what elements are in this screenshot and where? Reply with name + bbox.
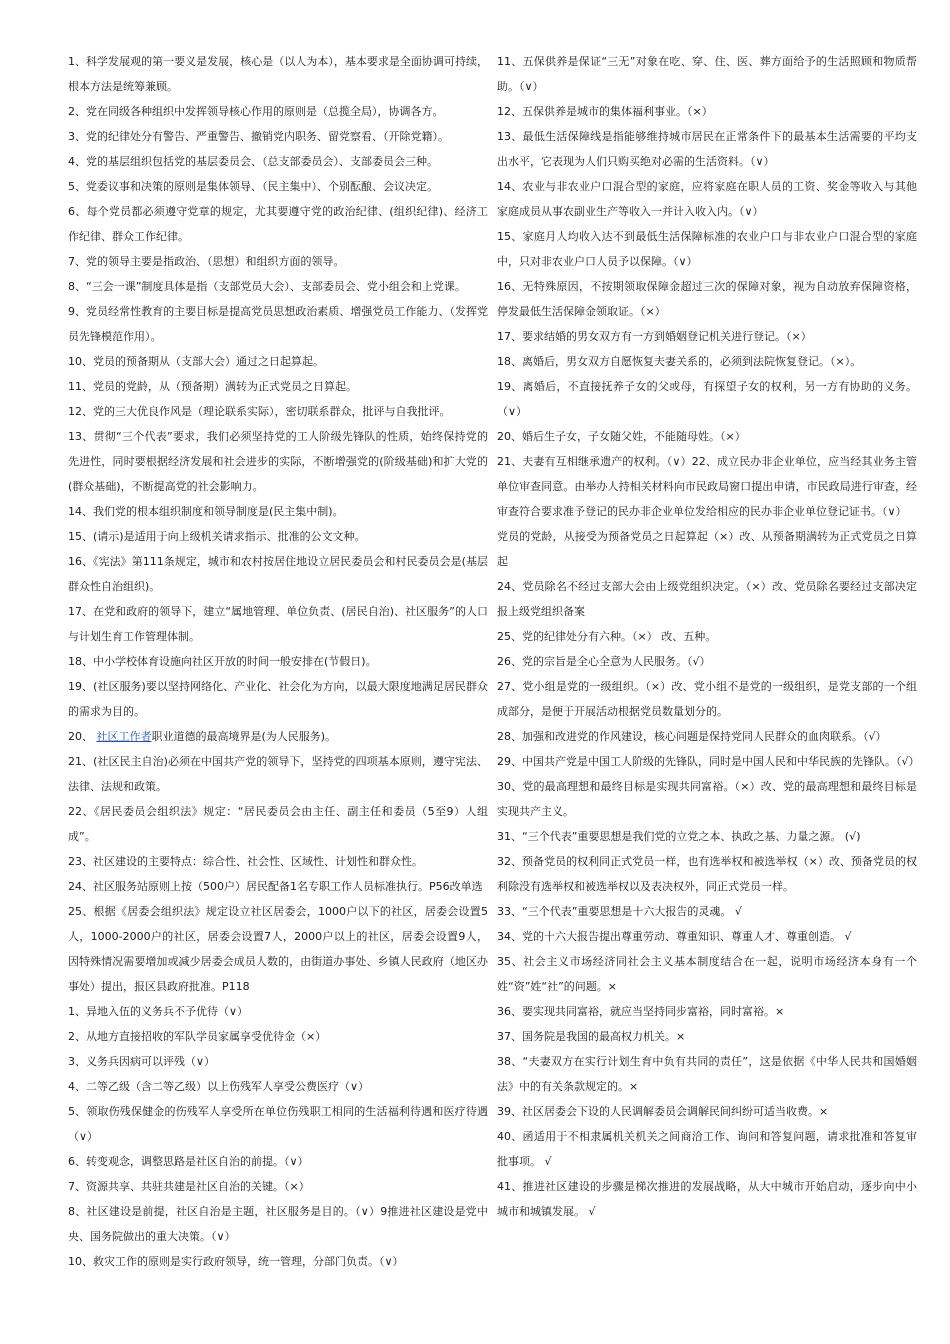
- question-item: 32、预备党员的权利同正式党员一样，也有选举权和被选举权（×）改、预备党员的权利除没有选举权和被选举权以及表决权外，同正式党员一样。: [497, 855, 917, 893]
- question-item: 10、党员的预备期从（支部大会）通过之日起算起。: [68, 355, 324, 368]
- question-item: 2、党在同级各种组织中发挥领导核心作用的原则是（总揽全局），协调各方。: [68, 105, 444, 118]
- question-item: 18、中小学校体育设施向社区开放的时间一般安排在(节假日)。: [68, 655, 377, 668]
- question-item: 7、资源共享、共驻共建是社区自治的关键。（×）: [68, 1180, 310, 1193]
- question-item: 1、科学发展观的第一要义是发展，核心是（以人为本），基本要求是全面协调可持续，根本方法是统筹兼顾。: [68, 55, 488, 93]
- question-item: 11、五保供养是保证“三无”对象在吃、穿、住、医、葬方面给予的生活照顾和物质帮助。（∨）: [497, 55, 917, 93]
- question-item: 27、党小组是党的一级组织。（×）改、党小组不是党的一级组织，是党支部的一个组成部分，是便于开展活动根据党员数量划分的。: [497, 680, 917, 718]
- question-item: 党员的党龄，从接受为预备党员之日起算起（×）改、从预备期满转为正式党员之日算起: [497, 530, 917, 568]
- question-item: 5、领取伤残保健金的伤残军人享受所在单位伤残职工相同的生活福利待遇和医疗待遇（∨）: [68, 1105, 488, 1143]
- question-item: 19、离婚后，不直接抚养子女的父或母，有探望子女的权利，另一方有协助的义务。（∨）: [497, 380, 917, 418]
- question-item: 14、我们党的根本组织制度和领导制度是(民主集中制)。: [68, 505, 344, 518]
- question-item: 40、函适用于不相隶属机关机关之间商洽工作、询问和答复问题，请求批准和答复审批事项。 √: [497, 1130, 917, 1168]
- question-item: 20、婚后生子女，子女随父姓，不能随母姓。（×）: [497, 430, 746, 443]
- question-item: 29、中国共产党是中国工人阶级的先锋队，同时是中国人民和中华民族的先锋队。（√）: [497, 755, 920, 768]
- question-item: 7、党的领导主要是指政治、（思想）和组织方面的领导。: [68, 255, 345, 268]
- question-item: 8、社区建设是前提，社区自治是主题，社区服务是目的。（∨）9推进社区建设是党中央、国务院做出的重大决策。（∨）: [68, 1205, 488, 1243]
- question-item: 16、无特殊原因，不按期领取保障金超过三次的保障对象，视为自动放弃保障资格，停发最低生活保障金领取证。（×）: [497, 280, 917, 318]
- item-text: 20、: [68, 730, 97, 743]
- question-item: 6、每个党员都必须遵守党章的规定，尤其要遵守党的政治纪律、(组织纪律)、经济工作纪律、群众工作纪律。: [68, 205, 488, 243]
- question-item: 11、党员的党龄，从（预备期）满转为正式党员之日算起。: [68, 380, 357, 393]
- right-column: [497, 49, 920, 1224]
- question-item: 10、救灾工作的原则是实行政府领导，统一管理，分部门负责。（∨）: [68, 1255, 404, 1268]
- question-item: 24、社区服务站原则上按（500户）居民配备1名专职工作人员标准执行。P56改单选: [68, 880, 483, 893]
- question-item: 31、“三个代表”重要思想是我们党的立党之本、执政之基、力量之源。 (√): [497, 830, 861, 843]
- question-item: 14、农业与非农业户口混合型的家庭，应将家庭在职人员的工资、奖金等收入与其他家庭成员从事农副业生产等收入一并计入收入内。（∨）: [497, 180, 917, 218]
- question-item: 25、根据《居委会组织法》规定设立社区居委会，1000户以下的社区，居委会设置5人，1000-2000户的社区，居委会设置7人，2000户以上的社区，居委会设置9人，因特殊情况需要增加或减少居委会成员人数的，由街道办事处、乡镇人民政府（地区办事处）提出，报区县政府批准。P118: [68, 905, 488, 993]
- question-item: 9、党员经常性教育的主要目标是提高党员思想政治素质、增强党员工作能力、（发挥党员先锋模范作用）。: [68, 305, 488, 343]
- question-item: 8、“三会一课”制度具体是指（支部党员大会）、支部委员会、党小组会和上党课。: [68, 280, 466, 293]
- question-item: 28、加强和改进党的作风建设，核心问题是保持党同人民群众的血肉联系。（√）: [497, 730, 887, 743]
- question-item: 15、(请示)是适用于向上级机关请求指示、批准的公文文种。: [68, 530, 366, 543]
- question-item: 12、党的三大优良作风是（理论联系实际），密切联系群众，批评与自我批评。: [68, 405, 451, 418]
- question-item: 21、夫妻有互相继承遗产的权利。（∨）22、成立民办非企业单位，应当经其业务主管单位审查同意。由举办人持相关材料向市民政局窗口提出申请，市民政局进行审查，经审查符合要求准予登记的民办非企业单位发给相应的民办非企业单位登记证书。（∨）: [497, 455, 917, 518]
- question-item: 34、党的十六大报告提出尊重劳动、尊重知识、尊重人才、尊重创造。 √: [497, 930, 852, 943]
- question-item: 22、《居民委员会组织法》规定：“居民委员会由主任、副主任和委员（5至9）人组成”。: [68, 805, 488, 843]
- question-item: 19、(社区服务)要以坚持网络化、产业化、社会化为方向，以最大限度地满足居民群众的需求为目的。: [68, 680, 488, 718]
- question-item: 33、“三个代表”重要思想是十六大报告的灵魂。 √: [497, 905, 742, 918]
- question-item: 6、转变观念，调整思路是社区自治的前提。（∨）: [68, 1155, 309, 1168]
- left-column: [68, 49, 488, 1274]
- question-item: [68, 724, 488, 749]
- question-item: 12、五保供养是城市的集体福利事业。（×）: [497, 105, 713, 118]
- question-item: 3、义务兵因病可以评残（∨）: [68, 1055, 216, 1068]
- question-item: 39、社区居委会下设的人民调解委员会调解民间纠纷可适当收费。×: [497, 1105, 829, 1118]
- question-item: 38、“夫妻双方在实行计划生育中负有共同的责任”，这是依据《中华人民共和国婚姻法》中的有关条款规定的。×: [497, 1055, 917, 1093]
- question-item: 35、社会主义市场经济同社会主义基本制度结合在一起，说明市场经济本身有一个姓“资”姓“社”的问题。×: [497, 955, 917, 993]
- question-item: 17、要求结婚的男女双方有一方到婚姻登记机关进行登记。（×）: [497, 330, 812, 343]
- question-item: 18、离婚后，男女双方自愿恢复夫妻关系的，必须到法院恢复登记。（×）。: [497, 355, 862, 368]
- question-item: 5、党委议事和决策的原则是集体领导、（民主集中）、个别酝酿、会议决定。: [68, 180, 438, 193]
- question-item: 1、异地入伍的义务兵不予优待（∨）: [68, 1005, 249, 1018]
- item-text: 职业道德的最高境界是(为人民服务)。: [151, 730, 337, 743]
- question-item: 13、最低生活保障线是指能够维持城市居民在正常条件下的最基本生活需要的平均支出水平，它表现为人们只购买绝对必需的生活资料。（∨）: [497, 130, 917, 168]
- question-item: 15、家庭月人均收入达不到最低生活保障标准的农业户口与非农业户口混合型的家庭中，只对非农业户口人员予以保障。（∨）: [497, 230, 917, 268]
- question-item: 41、推进社区建设的步骤是梯次推进的发展战略，从大中城市开始启动，逐步向中小城市和城镇发展。 √: [497, 1180, 917, 1218]
- question-item: 4、二等乙级（含二等乙级）以上伤残军人享受公费医疗（∨）: [68, 1080, 370, 1093]
- question-item: 13、贯彻“三个代表”要求，我们必须坚持党的工人阶级先锋队的性质，始终保持党的先进性，同时要根据经济发展和社会进步的实际，不断增强党的(阶级基础)和扩大党的(群众基础)，不断提高党的社会影响力。: [68, 430, 488, 493]
- question-item: 24、党员除名不经过支部大会由上级党组织决定。（×）改、党员除名要经过支部决定报上级党组织备案: [497, 580, 917, 618]
- question-item: 17、在党和政府的领导下，建立“属地管理、单位负责、(居民自治)、社区服务”的人口与计划生育工作管理体制。: [68, 605, 488, 643]
- question-item: 25、党的纪律处分有六种。（×） 改、五种。: [497, 630, 717, 643]
- question-item: 21、(社区民主自治)必须在中国共产党的领导下，坚持党的四项基本原则，遵守宪法、法律、法规和政策。: [68, 755, 488, 793]
- question-item: 2、从地方直接招收的军队学员家属享受优待金（×）: [68, 1030, 327, 1043]
- question-item: 26、党的宗旨是全心全意为人民服务。（√）: [497, 655, 711, 668]
- question-item: 23、社区建设的主要特点：综合性、社会性、区域性、计划性和群众性。: [68, 855, 423, 868]
- question-item: 30、党的最高理想和最终目标是实现共同富裕。（×）改、党的最高理想和最终目标是实现共产主义。: [497, 780, 917, 818]
- question-item: 36、要实现共同富裕，就应当坚持同步富裕，同时富裕。×: [497, 1005, 785, 1018]
- question-item: 37、国务院是我国的最高权力机关。×: [497, 1030, 686, 1043]
- hyperlink[interactable]: 社区工作者: [96, 730, 152, 743]
- question-item: 4、党的基层组织包括党的基层委员会、（总支部委员会）、支部委员会三种。: [68, 155, 438, 168]
- question-item: 3、党的纪律处分有警告、严重警告、撤销党内职务、留党察看、（开除党籍）。: [68, 130, 449, 143]
- question-item: 16、《宪法》第111条规定，城市和农村按居住地设立居民委员会和村民委员会是(基层群众性自治组织)。: [68, 555, 488, 593]
